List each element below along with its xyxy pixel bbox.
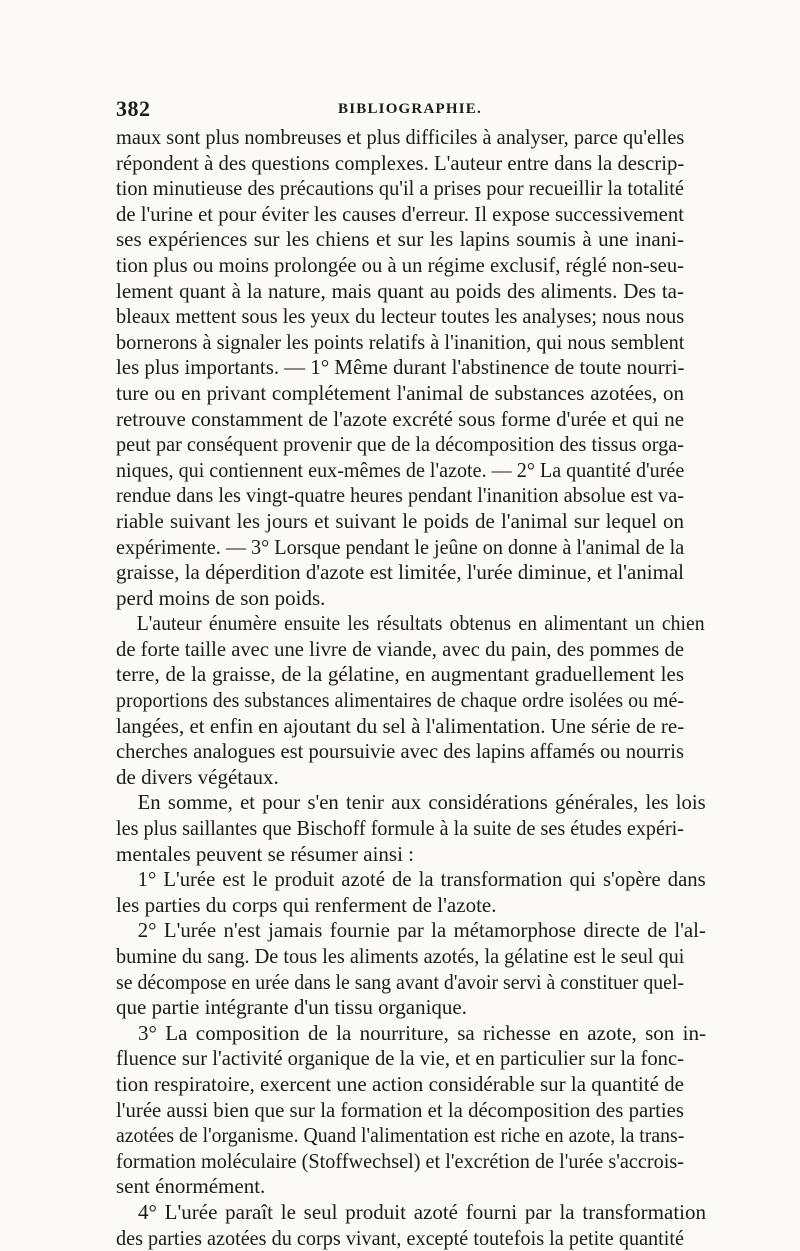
text-line: bleaux mettent sous les yeux du lecteur toutes les analyses; nous nous	[116, 304, 685, 329]
text-line: riable suivant les jours et suivant le poids de l'animal sur lequel on	[116, 508, 684, 533]
text-line: tion respiratoire, exercent une action considérable sur la quantité de	[116, 1071, 684, 1096]
text-line: rendue dans les vingt-quatre heures pendant l'inanition absolue est va-	[116, 483, 684, 508]
text-line: retrouve constamment de l'azote excrété sous forme d'urée et qui ne	[116, 406, 684, 431]
text-line: ses expériences sur les chiens et sur les lapins soumis à une inani-	[116, 227, 684, 252]
text-line: proportions des substances alimentaires de chaque ordre isolées ou mé-	[116, 688, 684, 713]
text-line: 1° L'urée est le produit azoté de la transformation qui s'opère dans	[137, 867, 706, 892]
text-line: peut par conséquent provenir que de la décomposition des tissus orga-	[116, 432, 684, 457]
text-line: formation moléculaire (Stoffwechsel) et l'excrétion de l'urée s'accrois-	[116, 1148, 684, 1173]
text-line: bumine du sang. De tous les aliments azotés, la gélatine est le seul qui	[116, 944, 685, 968]
text-line: L'auteur énumère ensuite les résultats obtenus en alimentant un chien	[136, 611, 705, 636]
text-line: les parties du corps qui renferment de l'azote.	[116, 892, 497, 917]
text-line: sent énormément.	[116, 1174, 266, 1199]
page-number: 382	[116, 96, 151, 121]
text-line: expérimente. — 3° Lorsque pendant le jeûne on donne à l'animal de la	[116, 534, 685, 559]
text-line: 4° L'urée paraît le seul produit azoté fourni par la transformation	[138, 1199, 706, 1224]
document-page	[116, 96, 706, 1251]
text-line: En somme, et pour s'en tenir aux considérations générales, les lois	[137, 790, 706, 815]
text-line: niques, qui contiennent eux-mêmes de l'azote. — 2° La quantité d'urée	[116, 457, 685, 482]
text-line: cherches analogues est poursuivie avec des lapins affamés ou nourris	[116, 739, 684, 764]
text-line: que partie intégrante d'un tissu organique.	[116, 995, 467, 1020]
page-header	[116, 96, 684, 124]
text-line: fluence sur l'activité organique de la vie, et en particulier sur la fonc-	[116, 1046, 684, 1071]
text-line: bornerons à signaler les points relatifs à l'inanition, qui nous semblent	[116, 329, 685, 354]
text-line: répondent à des questions complexes. L'auteur entre dans la descrip-	[116, 150, 685, 175]
text-line: perd moins de son poids.	[116, 585, 326, 610]
text-line: ture ou en privant complétement l'animal de substances azotées, on	[116, 380, 684, 405]
text-line: de forte taille avec une livre de viande, avec du pain, des pommes de	[116, 636, 684, 661]
text-line: tion plus ou moins prolongée ou à un régime exclusif, réglé non-seu-	[116, 252, 684, 277]
text-line: terre, de la graisse, de la gélatine, en augmentant graduellement les	[116, 662, 684, 687]
text-line: de divers végétaux.	[116, 764, 279, 789]
body-text	[116, 125, 706, 1251]
text-line: tion minutieuse des précautions qu'il a prises pour recueillir la totalité	[116, 176, 684, 201]
text-line: l'urée aussi bien que sur la formation et la décomposition des parties	[116, 1097, 684, 1122]
text-line: lement quant à la nature, mais quant au poids des aliments. Des ta-	[116, 278, 684, 303]
text-line: azotées de l'organisme. Quand l'alimentation est riche en azote, la trans-	[116, 1123, 685, 1148]
text-line: graisse, la déperdition d'azote est limitée, l'urée diminue, et l'animal	[116, 560, 684, 585]
text-line: des parties azotées du corps vivant, excepté toutefois la petite quantité	[116, 1225, 684, 1250]
running-title: BIBLIOGRAPHIE.	[338, 101, 482, 117]
text-line: de l'urine et pour éviter les causes d'erreur. Il expose successivement	[116, 201, 684, 226]
text-line: les plus importants. — 1° Même durant l'abstinence de toute nourri-	[116, 355, 685, 380]
text-line: maux sont plus nombreuses et plus difficiles à analyser, parce qu'elles	[116, 125, 685, 149]
text-line: les plus saillantes que Bischoff formule à la suite de ses études expéri-	[116, 816, 684, 841]
text-line: se décompose en urée dans le sang avant d'avoir servi à constituer quel-	[116, 969, 685, 994]
text-line: mentales peuvent se résumer ainsi :	[116, 841, 414, 866]
text-line: 3° La composition de la nourriture, sa richesse en azote, son in-	[138, 1020, 706, 1045]
text-line: langées, et enfin en ajoutant du sel à l'alimentation. Une série de re-	[116, 713, 685, 738]
text-line: 2° L'urée n'est jamais fournie par la métamorphose directe de l'al-	[137, 918, 706, 943]
